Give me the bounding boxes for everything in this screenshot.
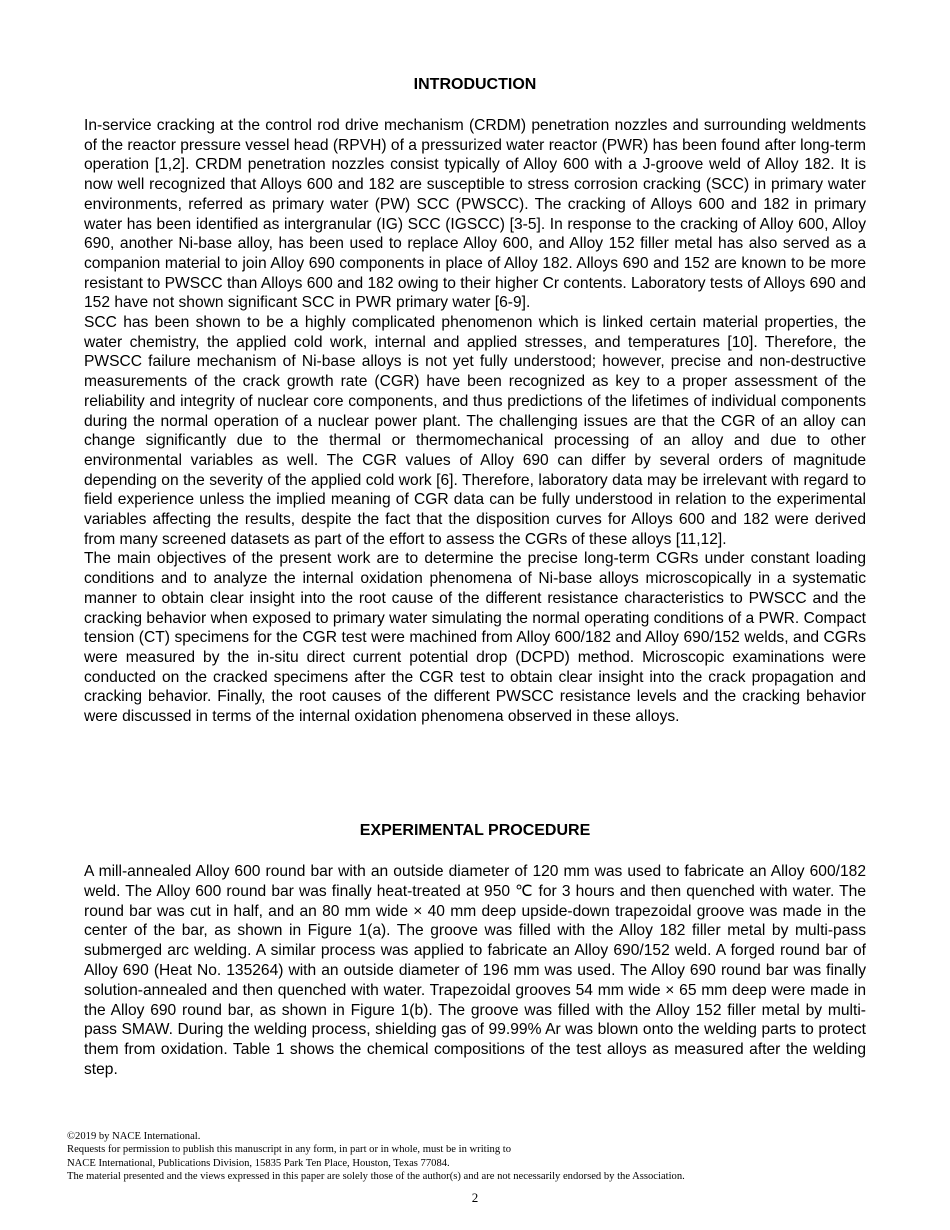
experimental-procedure-heading: EXPERIMENTAL PROCEDURE [359, 822, 591, 839]
footer-copyright: ©2019 by NACE International. [67, 1131, 201, 1142]
experimental-procedure-body [84, 862, 866, 1080]
footer-address: NACE International, Publications Division, 15835 Park Ten Place, Houston, Texas 77084. [67, 1157, 450, 1169]
footer-permission: Requests for permission to publish this manuscript in any form, in part or in whole, must be in writing to [67, 1144, 512, 1156]
introduction-heading: INTRODUCTION [413, 76, 537, 93]
footer-disclaimer: The material presented and the views expressed in this paper are solely those of the author(s) and are not necessarily endorsed by the Association. [67, 1171, 685, 1183]
page-footer [67, 1130, 887, 1184]
introduction-paragraph-1: In-service cracking at the control rod drive mechanism (CRDM) penetration nozzles and surrounding weldments of the reactor pressure vessel head (RPVH) of a pressurized water reactor (PWR) has been found after long-term operation [1,2]. CRDM penetration nozzles consist typically of Alloy 600 with a J-groove weld of Alloy 182. It is now well recognized that Alloys 600 and 182 are susceptible to stress corrosion cracking (SCC) in primary water environments, referred as primary water (PW) SCC (PWSCC). The cracking of Alloys 600 and 182 in primary water has been identified as intergranular (IG) SCC (IGSCC) [3-5]. In response to the cracking of Alloy 600, Alloy 690, another Ni-base alloy, has been used to replace Alloy 600, and Alloy 152 filler metal has also served as a companion material to join Alloy 690 components in place of Alloy 182. Alloys 690 and 152 are known to be more resistant to PWSCC than Alloys 600 and 182 owing to their higher Cr contents. Laboratory tests of Alloys 690 and 152 have not shown significant SCC in PWR primary water [6-9]. [84, 117, 866, 312]
experimental-paragraph-1: A mill-annealed Alloy 600 round bar with an outside diameter of 120 mm was used to fabricate an Alloy 600/182 weld. The Alloy 600 round bar was finally heat-treated at 950 ℃ for 3 hours and then quenched with water. The round bar was cut in half, and an 80 mm wide × 40 mm deep upside-down trapezoidal groove was made in the center of the bar, as shown in Figure 1(a). The groove was filled with the Alloy 182 filler metal by multi-pass submerged arc welding. A similar process was applied to fabricate an Alloy 690/152 weld. A forged round bar of Alloy 690 (Heat No. 135264) with an outside diameter of 196 mm was used. The Alloy 690 round bar was finally solution-annealed and then quenched with water. Trapezoidal grooves 54 mm wide × 65 mm deep were made in the Alloy 690 round bar, as shown in Figure 1(b). The groove was filled with the Alloy 152 filler metal by multi-pass SMAW. During the welding process, shielding gas of 99.99% Ar was blown onto the welding parts to protect them from oxidation. Table 1 shows the chemical compositions of the test alloys as measured after the welding step. [84, 863, 866, 1078]
introduction-body [84, 116, 866, 727]
introduction-paragraph-2: SCC has been shown to be a highly complicated phenomenon which is linked certain material properties, the water chemistry, the applied cold work, internal and applied stresses, and temperatures [10]. Therefore, the PWSCC failure mechanism of Ni-base alloys is not yet fully understood; however, precise and non-destructive measurements of the crack growth rate (CGR) have been recognized as key to a proper assessment of the reliability and integrity of nuclear core components, and thus predictions of the lifetimes of individual components during the normal operation of a nuclear power plant. The challenging issues are that the CGR of an alloy can change significantly due to the thermal or thermomechanical processing of an alloy and due to other environmental variables as well. The CGR values of Alloy 690 can differ by several orders of magnitude depending on the severity of the applied cold work [6]. Therefore, laboratory data may be irrelevant with regard to field experience unless the implied meaning of CGR data can be fully understood in relation to the experimental variables affecting the results, despite the fact that the disposition curves for Alloys 600 and 182 were derived from many screened datasets as part of the effort to assess the CGRs of these alloys [11,12]. [84, 314, 866, 548]
page-number: 2 [471, 1190, 479, 1205]
introduction-paragraph-3: The main objectives of the present work are to determine the precise long-term CGRs under constant loading conditions and to analyze the internal oxidation phenomena of Ni-base alloys microscopically in a systematic manner to obtain clear insight into the root cause of the different resistance characteristics to PWSCC and the cracking behavior when exposed to primary water simulating the normal operating conditions of a PWR. Compact tension (CT) specimens for the CGR test were machined from Alloy 600/182 and Alloy 690/152 welds, and CGRs were measured by the in-situ direct current potential drop (DCPD) method. Microscopic examinations were conducted on the cracked specimens after the CGR test to obtain clear insight into the crack propagation and cracking behavior. Finally, the root causes of the different PWSCC resistance levels and the cracking behavior were discussed in terms of the internal oxidation phenomena observed in these alloys. [84, 550, 866, 726]
